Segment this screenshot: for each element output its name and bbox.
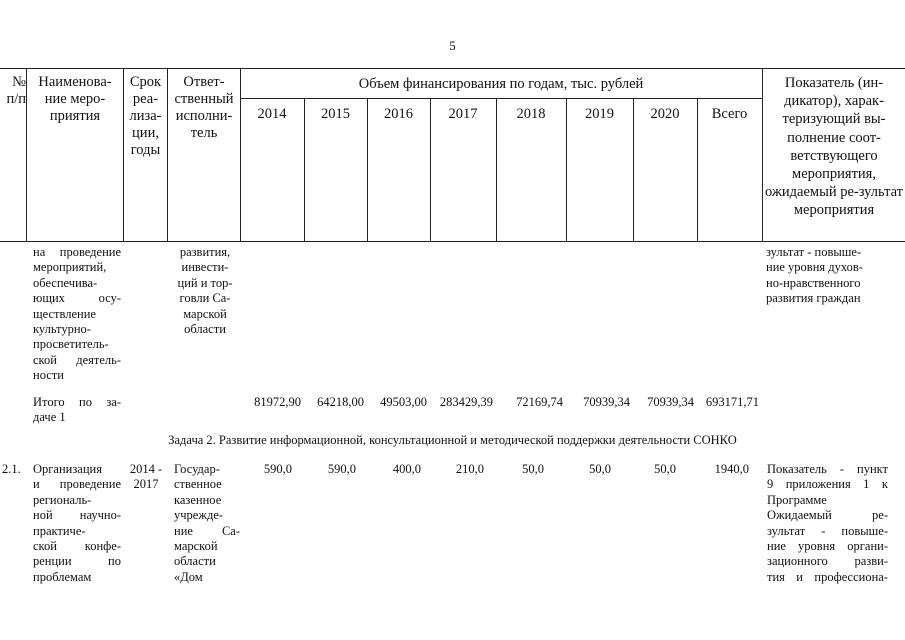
header-year-total: Всего [711, 106, 748, 122]
total-task1-2014: 81972,90 [254, 395, 301, 409]
header-funding: Объем финансирования по годам, тыс. рублей [358, 76, 644, 92]
total-task1-2019: 70939,34 [583, 395, 630, 409]
total-task1-total: 693171,71 [705, 395, 759, 409]
header-year-2019: 2019 [585, 106, 614, 122]
total-task1-2016: 49503,00 [380, 395, 427, 409]
total-task1-2017: 283429,39 [439, 395, 493, 409]
row-2-1-2016: 400,0 [392, 462, 421, 476]
total-task1-2018: 72169,74 [516, 395, 563, 409]
row-2-1-term: 2014 - 2017 [129, 462, 163, 492]
header-term: Срок реа-лиза-ции, годы [129, 74, 162, 158]
row-2-1-responsible: Государ- ственное казенное учрежде- ние Са- марской области «Дом [174, 462, 240, 584]
header-year-2015: 2015 [321, 106, 350, 122]
header-year-2014: 2014 [257, 106, 287, 122]
row-2-1-2019: 50,0 [589, 462, 611, 476]
row-2-1-2020: 50,0 [654, 462, 676, 476]
header-year-2020: 2020 [650, 106, 680, 122]
header-responsible: Ответ-ственный исполни-тель [174, 74, 234, 141]
header-num: № п/п [6, 74, 26, 107]
row-2-1-2014: 590,0 [263, 462, 292, 476]
total-task1-2020: 70939,34 [647, 395, 694, 409]
continuation-indicator: зультат - повыше- ние уровня духов- но-нравственного развития граждан [766, 245, 863, 306]
header-name: Наименова-ние меро-приятия [38, 74, 112, 124]
total-task1-label: Итого по за- даче 1 [33, 395, 121, 425]
total-task1-2015: 64218,00 [317, 395, 364, 409]
page-number: 5 [449, 38, 456, 53]
row-2-1-name: Организация и проведение региональ- ной научно- практиче- ской конфе- ренции по проблемам [33, 462, 121, 584]
row-2-1-2018: 50,0 [522, 462, 544, 476]
header-year-2016: 2016 [384, 106, 413, 122]
header-year-2018: 2018 [516, 106, 546, 122]
header-year-2017: 2017 [448, 106, 478, 122]
header-indicator: Показатель (ин-дикатор), харак-теризующий вы-полнение соот-ветствующего мероприятия, ожидаемый ре-зультат мероприятия [765, 75, 903, 219]
row-2-1-total: 1940,0 [714, 462, 749, 476]
row-2-1-indicator: Показатель - пункт 9 приложения 1 к Программе Ожидаемый ре- зультат - повыше- ние уровня органи- зационного разви- тия и профессиона- [767, 462, 888, 584]
row-2-1-number: 2.1. [2, 462, 21, 476]
continuation-name: на проведение мероприятий, обеспечива- ющих осу- ществление культурно- просветитель- ской деятель- ности [33, 245, 121, 383]
continuation-responsible: развития, инвести- ций и тор- говли Са- марской области [177, 245, 233, 337]
row-2-1-2015: 590,0 [327, 462, 356, 476]
task2-title: Задача 2. Развитие информационной, консультационной и методической поддержки деятельности СОНКО [168, 433, 737, 447]
row-2-1-2017: 210,0 [455, 462, 484, 476]
